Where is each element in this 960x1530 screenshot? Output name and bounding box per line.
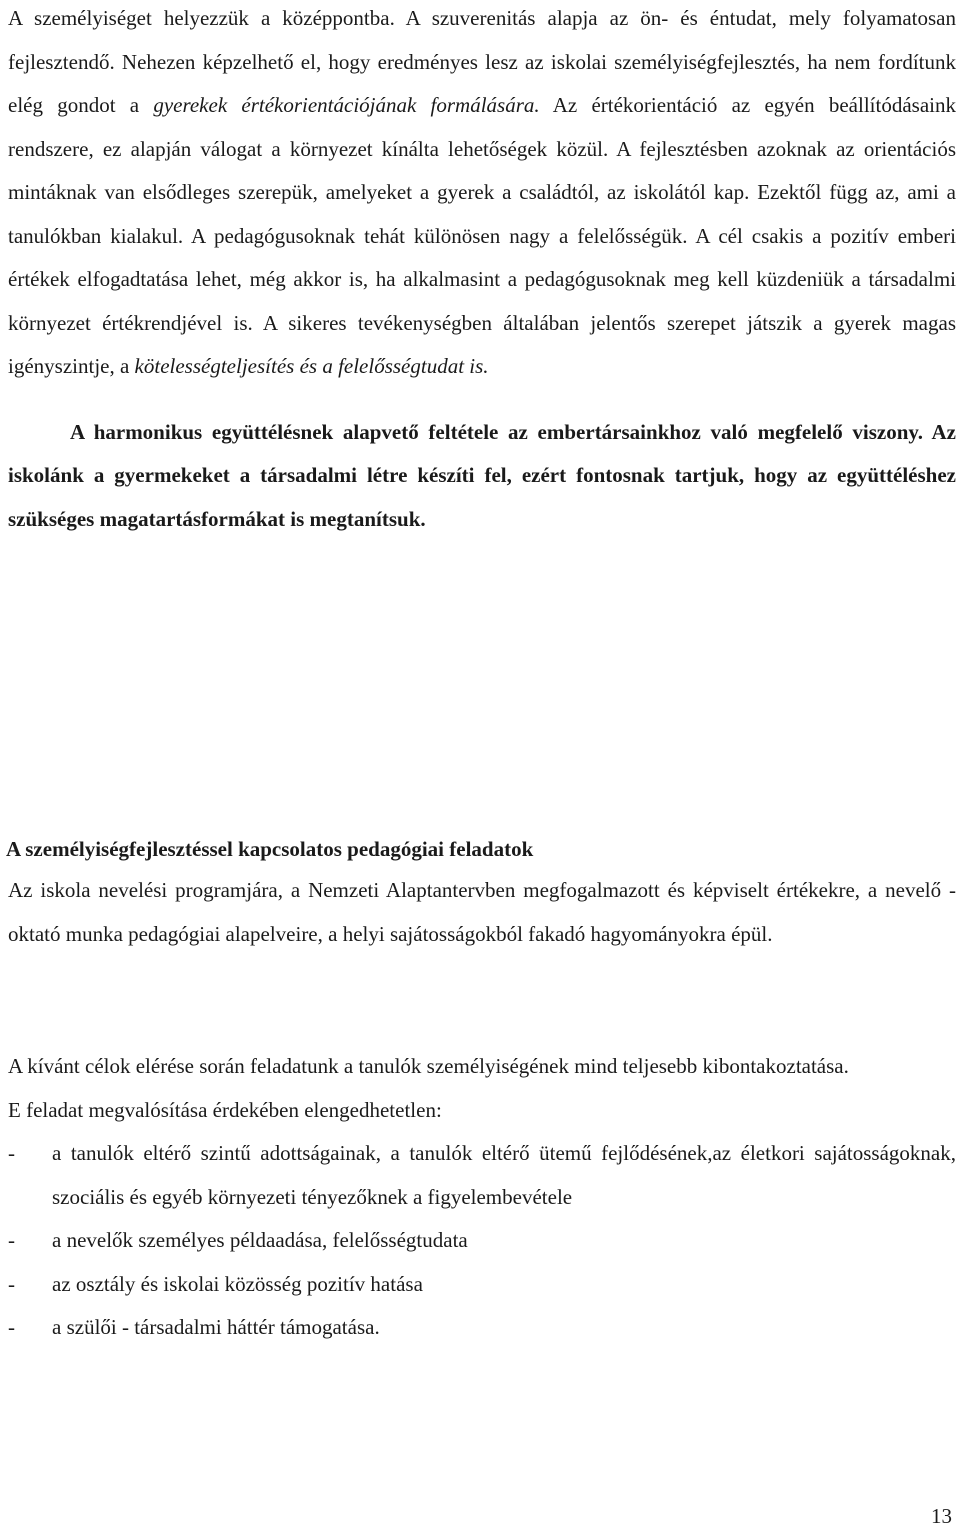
dash-bullet: - bbox=[8, 1228, 15, 1252]
dash-bullet: - bbox=[8, 1315, 15, 1339]
list-item bbox=[8, 1263, 956, 1307]
requirements-list bbox=[8, 1132, 956, 1350]
list-item bbox=[8, 1219, 956, 1263]
list-intro: E feladat megvalósítása érdekében elengedhetetlen: bbox=[8, 1097, 442, 1122]
dash-bullet: - bbox=[8, 1271, 15, 1296]
list-item-text: a nevelők személyes példaadása, felelősségtudata bbox=[52, 1228, 468, 1252]
section-heading: A személyiségfejlesztéssel kapcsolatos pedagógiai feladatok bbox=[6, 837, 534, 861]
paragraph-text: A személyiséget helyezzük a középpontba. A szuverenitás alapja az ön- és éntudat, mely folyamatosan fejlesztendő. Nehezen képzelhető el, hogy eredményes lesz az iskolai személyiségfejlesztés, ha nem fordítunk elég gondot a bbox=[8, 6, 956, 117]
list-item-text: a tanulók eltérő szintű adottságainak, a tanulók eltérő ütemű fejlődésének,az életkori sajátosságoknak, szociális és egyéb környezeti tényezőknek a figyelembevétele bbox=[52, 1141, 956, 1209]
document-page bbox=[8, 0, 956, 541]
paragraph-personality bbox=[8, 0, 956, 389]
list-item bbox=[8, 1132, 956, 1219]
tasks-block bbox=[8, 1045, 956, 1350]
page-number: 13 bbox=[931, 1504, 952, 1528]
list-item-text: a szülői - társadalmi háttér támogatása. bbox=[52, 1315, 380, 1339]
list-item bbox=[8, 1306, 956, 1350]
paragraph-program: Az iskola nevelési programjára, a Nemzeti Alaptantervben megfogalmazott és képviselt értékekre, a nevelő - oktató munka pedagógiai alapelveire, a helyi sajátosságokból fakadó hagyományokra épül. bbox=[8, 878, 956, 946]
list-item-text: az osztály és iskolai közösség pozitív hatása bbox=[52, 1271, 423, 1296]
italic-text: gyerekek értékorientációjának formálására. bbox=[153, 93, 540, 117]
paragraph-goals: A kívánt célok elérése során feladatunk a tanulók személyiségének mind teljesebb kibontakoztatása. bbox=[8, 1054, 849, 1078]
paragraph-text: Az értékorientáció az egyén beállítódásaink rendszere, ez alapján válogat a környezet kínálta lehetőségek közül. A fejlesztésben azoknak az orientációs mintáknak van elsődleges szerepük, amelyeket a gyerek a családtól, az iskolától kap. Ezektől függ az, ami a tanulókban kialakul. A pedagógusoknak tehát különösen nagy a felelősségük. A cél csakis a pozitív emberi értékek elfogadtatása lehet, még akkor is, ha alkalmasint a pedagógusoknak meg kell küzdeniük a társadalmi környezet értékrendjével is. A sikeres tevékenységben általában jelentős szerepet játszik a gyerek magas igényszintje, a bbox=[8, 93, 956, 378]
dash-bullet: - bbox=[8, 1141, 15, 1165]
italic-text: kötelességteljesítés és a felelősségtudat is. bbox=[134, 354, 489, 378]
bold-paragraph-harmony: A harmonikus együttélésnek alapvető feltétele az embertársainkhoz való megfelelő viszony. Az iskolánk a gyermekeket a társadalmi létre készíti fel, ezért fontosnak tartjuk, hogy az együttéléshez szükséges magatartásformákat is megtanítsuk. bbox=[8, 419, 956, 531]
section-body bbox=[8, 869, 956, 956]
